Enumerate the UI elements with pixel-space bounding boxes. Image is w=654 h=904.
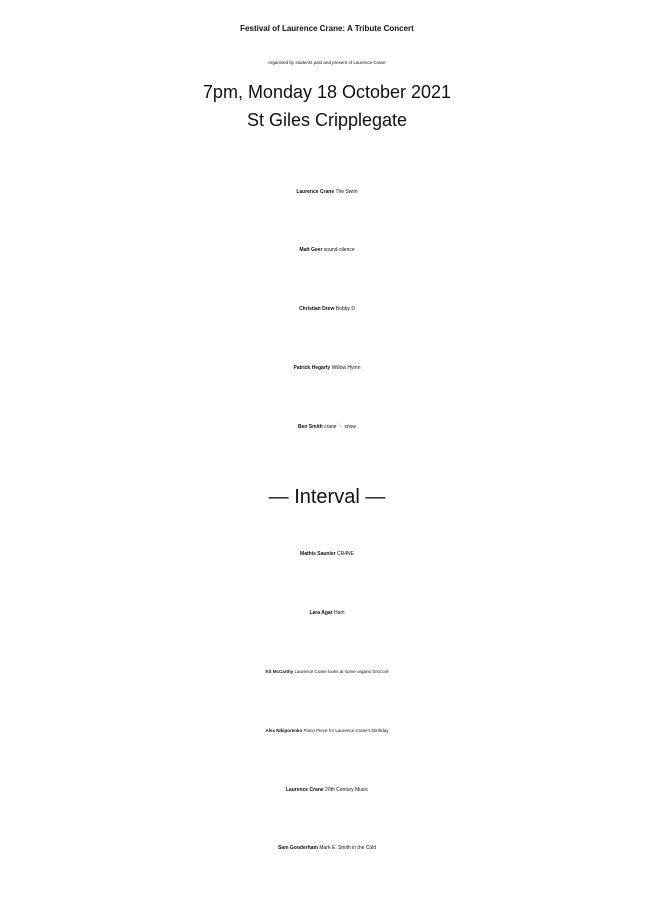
work-title: Piano Piece for Laurence Crane's Birthday	[303, 728, 389, 733]
work-title: The Swim	[335, 189, 358, 195]
composer-name: Laurence Crane	[285, 787, 324, 793]
work-title: Willow Hymn	[331, 365, 361, 371]
programme-item	[0, 296, 654, 322]
programme-item	[0, 541, 654, 567]
programme-item	[0, 179, 654, 205]
programme-item	[0, 600, 654, 626]
composer-name: Laurence Crane	[296, 189, 335, 195]
programme-item	[0, 777, 654, 803]
concert-title: Festival of Laurence Crane: A Tribute Concert	[240, 24, 414, 33]
concert-venue: St Giles Cripplegate	[246, 110, 408, 130]
programme-item	[0, 835, 654, 861]
composer-name: Patrick Hegarty	[293, 365, 331, 371]
composer-name: Matt Geer	[299, 247, 323, 253]
concert-date: 7pm, Monday 18 October 2021	[202, 82, 452, 102]
work-title: sound-silence	[323, 247, 355, 253]
work-title: Mark E. Smith in the Cold	[319, 845, 377, 851]
organiser-line: organised by students past and present of Laurence Crane	[268, 60, 386, 65]
programme-item	[0, 718, 654, 744]
composer-name: Sam Gooderham	[277, 845, 318, 851]
interval-marker: — Interval —	[268, 486, 386, 508]
programme-item	[0, 355, 654, 381]
work-title: Ham	[334, 610, 345, 616]
work-title: 20th Century Music	[325, 787, 369, 793]
programme-item	[0, 414, 654, 440]
composer-name: Alex Nikiporenko	[265, 728, 303, 733]
composer-name: Ben Smith	[297, 424, 323, 430]
programme-item	[0, 237, 654, 263]
composer-name: Christian Drew	[299, 306, 335, 312]
work-title: CR4NE	[337, 551, 354, 557]
programme-item	[0, 659, 654, 685]
composer-name: Mathis Saunier	[300, 551, 336, 557]
work-title: crane ＼ snow	[324, 424, 357, 430]
composer-name: Lara Agar	[309, 610, 333, 616]
work-title: Bobby D	[335, 306, 355, 312]
work-title: Laurence Crane looks at some organic broccoli	[294, 669, 389, 674]
composer-name: Kit McCarthy	[265, 669, 294, 674]
